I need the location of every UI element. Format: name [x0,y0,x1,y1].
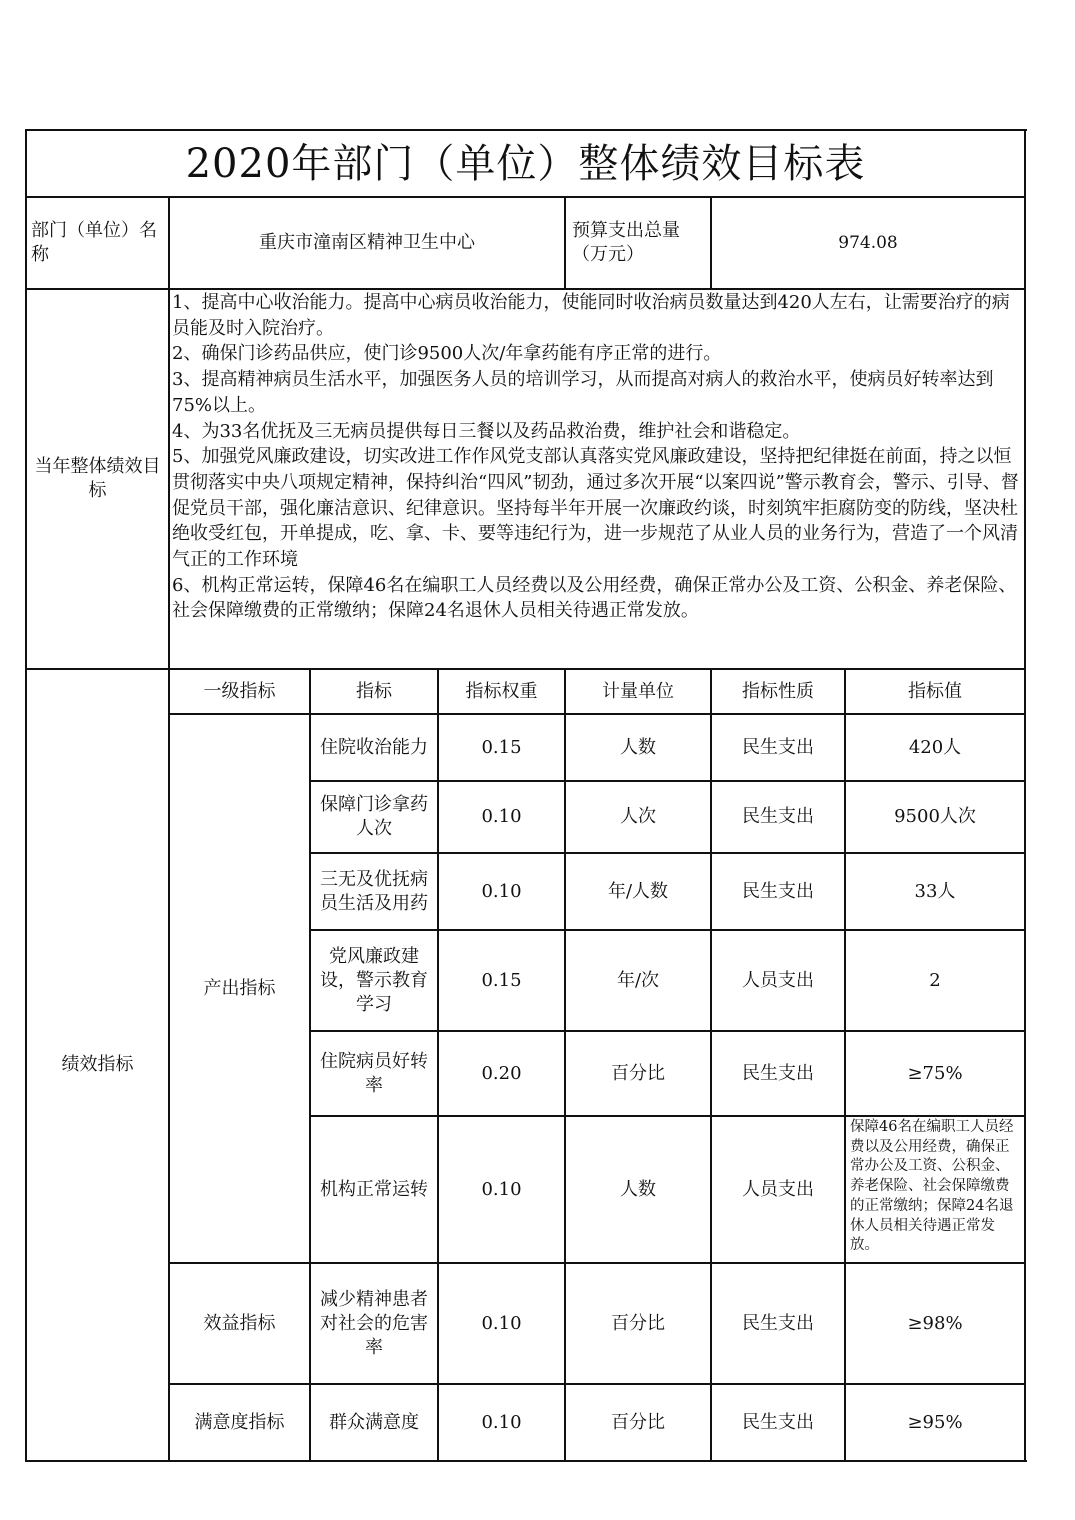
row-nature: 民生支出 [742,1411,814,1433]
budget-label: 预算支出总量（万元） [572,220,680,265]
row-value: ≥95% [907,1411,963,1433]
row-unit: 人数 [620,736,656,758]
row-value: ≥75% [907,1062,963,1084]
row-unit: 年/人数 [607,880,669,902]
row-weight: 0.20 [481,1062,522,1084]
row-value: 9500人次 [894,806,976,827]
row-value: 33人 [914,880,956,902]
row-unit: 百分比 [611,1411,665,1433]
row-value: 保障46名在编职工人员经费以及公用经费，确保正常办公及工资、公积金、养老保险、社会保障缴费的正常缴纳；保障24名退休人员相关待遇正常发放。 [850,1119,1014,1254]
row-value: 2 [929,969,941,991]
row-weight: 0.10 [481,1312,522,1334]
row-nature: 民生支出 [742,1312,814,1334]
header-indicator: 指标 [356,680,392,702]
header-weight: 指标权重 [465,680,538,702]
row-nature: 民生支出 [742,880,814,902]
row-value: 420人 [908,736,962,758]
row-weight: 0.15 [481,736,522,758]
group-satisfaction: 满意度指标 [194,1411,285,1433]
row-unit: 百分比 [611,1312,665,1334]
goal-item: 4、为33名优抚及三无病员提供每日三餐以及药品救治费，维护社会和谐稳定。 [172,420,801,442]
perf-label: 绩效指标 [61,1054,134,1075]
page-title: 2020年部门（单位）整体绩效目标表 [185,140,866,187]
row-indicator: 群众满意度 [329,1411,419,1433]
row-weight: 0.10 [481,1178,522,1200]
row-unit: 人数 [620,1178,656,1200]
dept-label: 部门（单位）名称 [31,220,157,265]
header-unit: 计量单位 [602,680,674,702]
row-indicator: 减少精神患者对社会的危害率 [320,1288,428,1358]
row-weight: 0.10 [481,880,522,902]
row-weight: 0.15 [481,969,522,991]
row-unit: 人次 [620,806,656,827]
row-nature: 人员支出 [742,969,814,991]
goal-item: 1、提高中心收治能力。提高中心病员收治能力，使能同时收治病员数量达到420人左右，让需要治疗的病员能及时入院治疗。 [172,292,1010,339]
goal-item: 6、机构正常运转，保障46名在编职工人员经费以及公用经费，确保正常办公及工资、公积金、养老保险、社会保障缴费的正常缴纳；保障24名退休人员相关待遇正常发放。 [172,574,1017,622]
row-weight: 0.10 [481,1411,522,1433]
goal-item: 2、确保门诊药品供应，使门诊9500人次/年拿药能有序正常的进行。 [172,343,722,365]
row-value: ≥98% [907,1312,963,1334]
row-indicator: 党风廉政建设，警示教育学习 [320,945,428,1015]
row-indicator: 三无及优抚病员生活及用药 [320,868,428,914]
goals-label: 当年整体绩效目标 [34,456,161,501]
row-indicator: 住院病员好转率 [320,1050,428,1096]
goal-item: 3、提高精神病员生活水平，加强医务人员的培训学习，从而提高对病人的救治水平，使病员好转率达到75%以上。 [172,369,994,416]
row-indicator: 保障门诊拿药人次 [320,794,428,839]
row-nature: 民生支出 [742,806,814,827]
goal-item: 5、加强党风廉政建设，切实改进工作作风党支部认真落实党风廉政建设，坚持把纪律挺在前面，持之以恒贯彻落实中央八项规定精神，保持纠治“四风”韧劲，通过多次开展“以案四说”警示教育会，警示、引导、督促党员干部，强化廉洁意识、纪律意识。坚持每半年开展一次廉政约谈，时刻筑牢拒腐防变的防线，坚决杜绝收受红包，开单提成，吃、拿、卡、要等违纪行为，进一步规范了从业人员的业务行为，营造了一个风清气正的工作环境 [172,446,1019,571]
goals-text [170,290,1022,624]
group-benefit: 效益指标 [203,1312,276,1334]
row-nature: 民生支出 [742,736,814,758]
group-output: 产出指标 [203,977,276,999]
budget-value: 974.08 [838,233,898,253]
dept-name: 重庆市潼南区精神卫生中心 [259,232,475,253]
header-nature: 指标性质 [742,680,814,702]
row-unit: 百分比 [611,1062,665,1084]
row-unit: 年/次 [616,969,660,991]
header-value: 指标值 [908,680,962,702]
row-indicator: 住院收治能力 [320,736,428,758]
row-indicator: 机构正常运转 [320,1178,428,1200]
header-level1: 一级指标 [203,680,276,702]
row-nature: 人员支出 [742,1178,814,1200]
row-weight: 0.10 [481,806,522,827]
row-nature: 民生支出 [742,1062,814,1084]
